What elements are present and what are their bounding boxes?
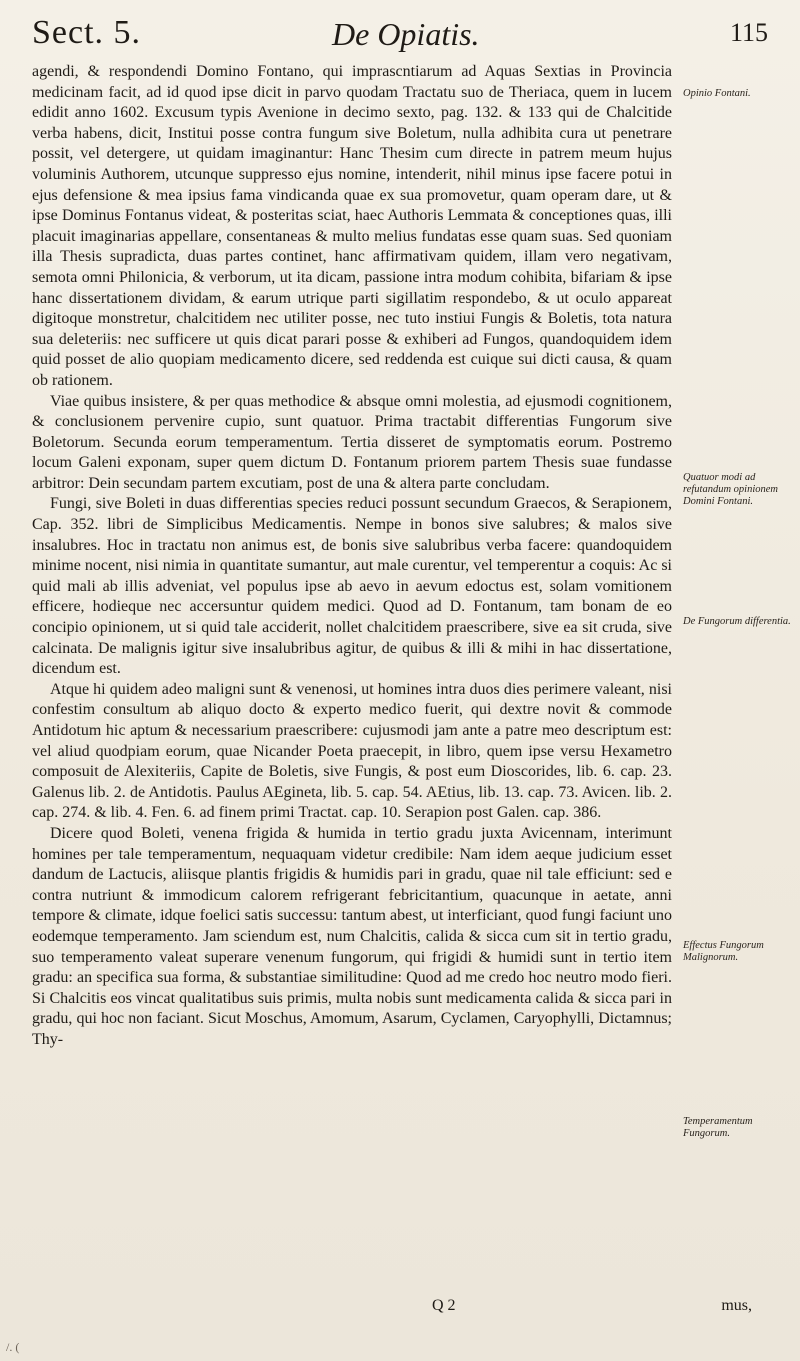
paragraph: Viae quibus insistere, & per quas methodice & absque omni molestia, ad ejusmodi cognitionem, & conclusionem pervenire cupio, sunt quatuor. Prima tractabit differentias Fungorum sive Boletorum. Secunda eorum temperamentum. Tertia disseret de symptomatis eorum. Postremo locum Galeni exponam, super quem dictum D. Fontanum priorem partem Thesis suae fundasse arbitror: Dein secundam partem excutiam, post de una & altera parte concludam.: [32, 392, 672, 492]
main-text-block: [32, 62, 672, 1051]
margin-note: Opinio Fontani.: [683, 88, 751, 99]
page-footer: [32, 1297, 752, 1321]
margin-note: Quatuor modi ad refutandum opinionem Domini Fontani.: [683, 472, 778, 507]
paragraph: Dicere quod Boleti, venena frigida & humida in tertio gradu juxta Avicennam, interimunt homines per tale temperamentum, nequaquam videtur credibile: Nam idem aeque judicium esset dandum de Lactucis, aliisque plantis frigidis & humidis pari in gradu, quae nil tale efficiunt: sed e contra nutriunt & immodicum calorem refrigerant febricitantium, quacunque in aetate, anni tempore & climate, idque foelici satis successu: tantum abest, ut interficiant, quod fungi faciunt uno eodemque temperamento. Jam sciendum est, num Chalcitis, calida & sicca cum sit in tertio gradu, suo temperamento valeat superare venenum fungorum, qui frigidi & humidi sunt in tertio item gradu: an specifica sua forma, & substantiae similitudine: Quod ad me credo hoc neutro modo fieri. Si Chalcitis eos vincat qualitatibus suis primis, multa nobis sunt medicamenta calida & sicca pari in gradu, qui hoc non faciant. Sicut Moschus, Amomum, Asarum, Cyclamen, Caryophylli, Dictamnus; Thy-: [32, 824, 672, 1048]
paragraph: Fungi, sive Boleti in duas differentias species reduci possunt secundum Graecos, & Serapionem, Cap. 352. libri de Simplicibus Medicamentis. Nempe in bonos sive salubres; & malos sive insalubres. Hoc in tractatu non animus est, de bonis sive salubribus verba facere: quandoquidem minime nocent, nisi nimia in quantitate sumantur, aut male curentur, vel temperentur a coquis: Ac si quid mali ab illis adveniat, vel populus ipse ab aevo in aevum edoctus est, solam vomitionem efficere, hodieque nec accersuntur quidem medici. Quod ad D. Fontanum, tam bonam de eo concipio opinionem, ut si quid tale acciderit, nollet chalcitidem praescribere, sive ea sit cruda, sive calcinata. De malignis igitur sive insalubribus agitur, de quibus & illi & mihi in hac dissertatione, dicendum est.: [32, 495, 672, 678]
stray-mark: /. (: [6, 1340, 20, 1354]
paragraph: Atque hi quidem adeo maligni sunt & venenosi, ut homines intra duos dies perimere valeant, nisi confestim consultum ab aliquo docto & experto medico fuerit, qui dextre novit & commode Antidotum hic aptum & necessarium praescribere: cujusmodi jam ante a patre meo descriptum est: vel aliud quodpiam eorum, quae Nicander Poeta praecepit, in libro, quem ipse versu Hexametro composuit de Alexiteriis, Capite de Boletis, sive Fungis, & post eum Dioscorides, lib. 6. cap. 23. Galenus lib. 2. de Antidotis. Paulus AEgineta, lib. 5. cap. 54. AEtius, lib. 13. cap. 73. Avicen. lib. 2. cap. 274. & lib. 4. Fen. 6. ad finem primi Tractat. cap. 10. Serapion post Galen. cap. 386.: [32, 680, 672, 822]
margin-note: Temperamentum Fungorum.: [683, 1116, 753, 1139]
margin-note: Effectus Fungorum Malignorum.: [683, 940, 764, 963]
paragraph: agendi, & respondendi Domino Fontano, qui imprascntiarum ad Aquas Sextias in Provincia medicinam facit, ad id quod ipse dicit in parvo quodam Tractatu suo de Theriaca, quem in lucem edidit anno 1602. Excusum typis Avenione in decimo sexto, pag. 132. & 133 qui de Chalcitide verba habens, dicit, Institui posse contra fungum sive Boletum, nulla adhibita cura ut penetrare possit, vel detergere, ut quidam imaginantur: Hanc Thesim cum directe in patrem meum hujus voluminis Authorem, utcunque suppresso ejus nomine, intenderit, nihil minus ipse facere potui in ejus defensione & mea ipsius fama vindicanda quae ex sua promovetur, quam operam dare, ut & ipse Dominus Fontanus videat, & posteritas sciat, haec Authoris Lemmata & conceptiones quas, illi placuit imaginarias appellare, consentaneas & multo melius fundatas esse quam suas. Sed quoniam illa Thesis supradicta, duas partes continet, hanc affirmativam quidem, illam vero negativam, semota omni Philonicia, & verborum, ut ita dicam, passione intra modum cohibita, bifariam & ipse hanc dissertationem dividam, & earum utrique parti sigillatim respondebo, & ut oculo appareat digitoque monstretur, chalcitidem nec utiliter posse, nec tuto instiui Fungis & Boletis, tota natura sua deleteriis: nec sufficere ut quis dicat parari posse & exhiberi ad Fungos, quandoquidem idem quid posset de alio quopiam medicamento dicere, sed reddenda est cuique sui dicti causa, & quam ob rationem.: [32, 63, 672, 389]
margin-note: De Fungorum differentia.: [683, 616, 791, 627]
catchword: mus,: [721, 1297, 752, 1314]
section-label: Sect. 5.: [32, 14, 142, 51]
running-header: [32, 14, 776, 58]
running-title: De Opiatis.: [332, 16, 480, 52]
page-number: 115: [729, 18, 768, 47]
signature-mark: Q 2: [432, 1297, 456, 1314]
